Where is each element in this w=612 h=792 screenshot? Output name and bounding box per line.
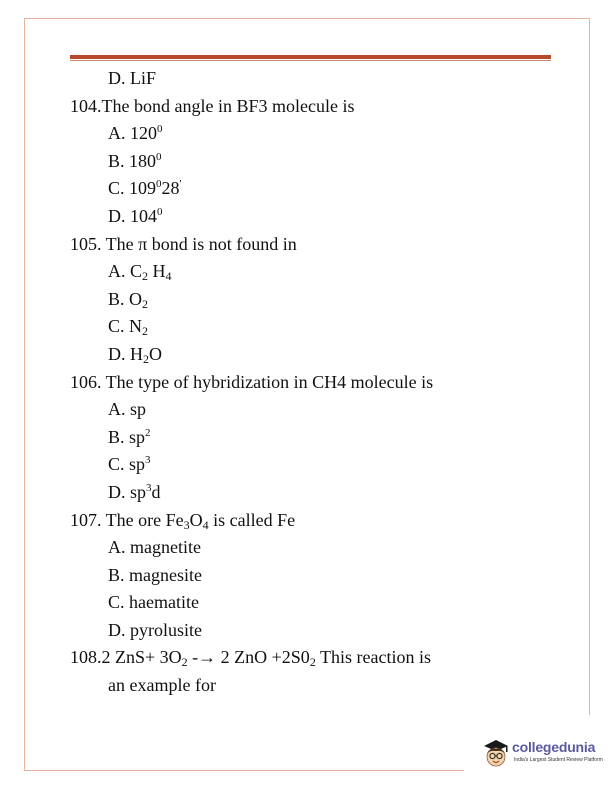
- supscript-text: 0: [156, 150, 162, 163]
- page-frame-left: [24, 18, 25, 770]
- line-text: 108.2 ZnS+ 3O: [70, 647, 182, 668]
- question-line: [70, 93, 570, 121]
- option-line: [70, 313, 570, 341]
- page-frame-bottom: [24, 770, 464, 771]
- line-text: 104.The bond angle in BF3 molecule is: [70, 95, 355, 116]
- line-text: is called Fe: [208, 509, 296, 530]
- student-mascot-icon: [481, 737, 511, 769]
- supscript-text: 0: [156, 178, 162, 191]
- line-text: 107. The ore Fe: [70, 509, 184, 530]
- line-text: O: [149, 343, 162, 364]
- option-line: [70, 341, 570, 369]
- subscript-text: 2: [142, 324, 149, 339]
- subscript-text: 2: [181, 655, 188, 670]
- option-line: [70, 148, 570, 176]
- subscript-text: 2: [143, 351, 149, 366]
- line-text: A. magnetite: [108, 537, 201, 558]
- option-line: [70, 396, 570, 424]
- question-line: [70, 369, 570, 397]
- line-text: A. sp: [108, 399, 147, 420]
- page-frame-top: [24, 18, 589, 19]
- line-text: D. H: [108, 343, 143, 364]
- subscript-text: 3: [183, 517, 190, 532]
- subscript-text: 4: [202, 517, 209, 532]
- line-text: 106. The type of hybridization in CH4 molecule is: [70, 371, 434, 392]
- question-line: [70, 644, 570, 672]
- line-text: A. C: [108, 261, 143, 282]
- subscript-text: 2: [309, 655, 316, 670]
- supscript-text: 3: [145, 454, 151, 467]
- option-line: [70, 479, 570, 507]
- line-text: C. haematite: [108, 592, 199, 613]
- option-line: [70, 589, 570, 617]
- option-line: [70, 286, 570, 314]
- supscript-text: 3: [146, 481, 152, 494]
- question-content: [70, 65, 570, 700]
- line-text: This reaction is: [315, 647, 431, 668]
- subscript-text: 2: [142, 296, 149, 311]
- line-text: D. sp: [108, 481, 147, 502]
- page-frame-right: [589, 18, 590, 715]
- line-text: 105. The π bond is not found in: [70, 233, 297, 254]
- supscript-text: 0: [157, 123, 163, 136]
- line-text: an example for: [108, 675, 216, 696]
- supscript-text: 2: [145, 426, 151, 439]
- option-line: [70, 175, 570, 203]
- line-text: D. 104: [108, 205, 157, 226]
- line-text: O: [189, 509, 203, 530]
- line-text: C. N: [108, 316, 143, 337]
- option-line: [70, 534, 570, 562]
- option-line: [70, 120, 570, 148]
- option-line: [70, 672, 570, 700]
- line-text: -→ 2 ZnO +2S0: [187, 647, 310, 668]
- line-text: H: [148, 261, 166, 282]
- line-text: 28: [161, 178, 180, 199]
- line-text: C. sp: [108, 454, 146, 475]
- supscript-text: 0: [157, 205, 163, 218]
- option-line: [70, 617, 570, 645]
- line-text: B. magnesite: [108, 564, 202, 585]
- line-text: B. O: [108, 288, 143, 309]
- line-text: B. sp: [108, 426, 146, 447]
- line-text: A. 120: [108, 123, 157, 144]
- header-rule: [70, 55, 551, 59]
- header-rule-thin: [70, 60, 551, 61]
- option-line: [70, 65, 570, 93]
- line-text: D. LiF: [108, 68, 157, 88]
- option-line: [70, 203, 570, 231]
- logo-tagline: India's Largest Student Review Platform: [514, 757, 603, 763]
- option-line: [70, 424, 570, 452]
- line-text: D. pyrolusite: [108, 619, 202, 640]
- subscript-text: 2: [142, 269, 149, 284]
- collegedunia-logo[interactable]: [479, 735, 604, 779]
- option-line: [70, 562, 570, 590]
- subscript-text: 4: [165, 269, 172, 284]
- option-line: [70, 451, 570, 479]
- question-line: [70, 507, 570, 535]
- line-text: B. 180: [108, 150, 157, 171]
- line-text: C. 109: [108, 178, 157, 199]
- supscript-text: ': [179, 178, 182, 191]
- logo-wordmark: collegedunia: [512, 739, 596, 755]
- option-line: [70, 258, 570, 286]
- question-line: [70, 231, 570, 259]
- line-text: d: [151, 481, 161, 502]
